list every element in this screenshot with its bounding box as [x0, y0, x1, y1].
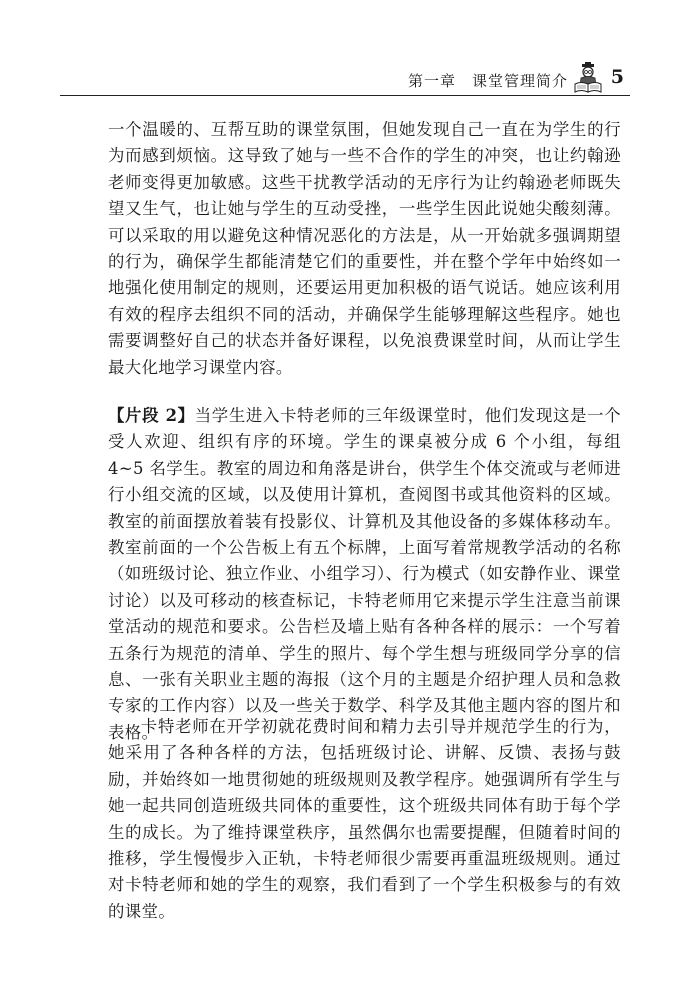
- paragraph-2-text: 当学生进入卡特老师的三年级课堂时，他们发现这是一个受人欢迎、组织有序的环境。学生的课桌被分成 6 个小组，每组 4~5 名学生。教室的周边和角落是讲台，供学生个体交流或与老师进行小组交流的区域，以及使用计算机，查阅图书或其他资料的区域。教室的前面摆放着装有投影仪、计算机及其他设备的多媒体移动车。教室前面的一个公告板上有五个标牌，上面写着常规教学活动的名称（如班级讨论、独立作业、小组学习）、行为模式（如安静作业、课堂讨论）以及可移动的核查标记，卡特老师用它来提示学生注意当前课堂活动的规范和要求。公告栏及墙上贴有各种各样的展示：一个写着五条行为规范的清单、学生的照片、每个学生想与班级同学分享的信息、一张有关职业主题的海报（这个月的主题是介绍护理人员和急救专家的工作内容）以及一些关于数学、科学及其他主题内容的图片和表格。: [108, 406, 622, 742]
- paragraph-1: 一个温暖的、互帮互助的课堂氛围，但她发现自己一直在为学生的行为而感到烦恼。这导致了她与一些不合作的学生的冲突，也让约翰逊老师变得更加敏感。这些干扰教学活动的无序行为让约翰逊老师既失望又生气，也让她与学生的互动受挫，一些学生因此说她尖酸刻薄。可以采取的用以避免这种情况恶化的方法是，从一开始就多强调期望的行为，确保学生都能清楚它们的重要性，并在整个学年中始终如一地强化使用制定的规则，还要运用更加积极的语气说话。她应该利用有效的程序去组织不同的活动，并确保学生能够理解这些程序。她也需要调整好自己的状态并备好课程，以免浪费课堂时间，从而让学生最大化地学习课堂内容。: [108, 120, 621, 377]
- paragraph-3: 卡特老师在开学初就花费时间和精力去引导并规范学生的行为，她采用了各种各样的方法，包括班级讨论、讲解、反馈、表扬与鼓励，并始终如一地贯彻她的班级规则及教学程序。她强调所有学生与她一起共同创造班级共同体的重要性，这个班级共同体有助于每个学生的成长。为了维持课堂秩序，虽然偶尔也需要提醒，但随着时间的推移，学生慢慢步入正轨，卡特老师很少需要再重温班级规则。通过对卡特老师和她的学生的观察，我们看到了一个学生积极参与的有效的课堂。: [108, 717, 621, 921]
- paragraph-2: [108, 403, 621, 746]
- page-number: 5: [610, 66, 624, 88]
- header-divider: [60, 95, 630, 96]
- chapter-title: 第一章 课堂管理简介: [407, 72, 568, 90]
- teacher-reading-book-icon: [572, 62, 604, 94]
- running-header: [0, 62, 700, 96]
- segment-label: 【片段 2】: [108, 406, 195, 425]
